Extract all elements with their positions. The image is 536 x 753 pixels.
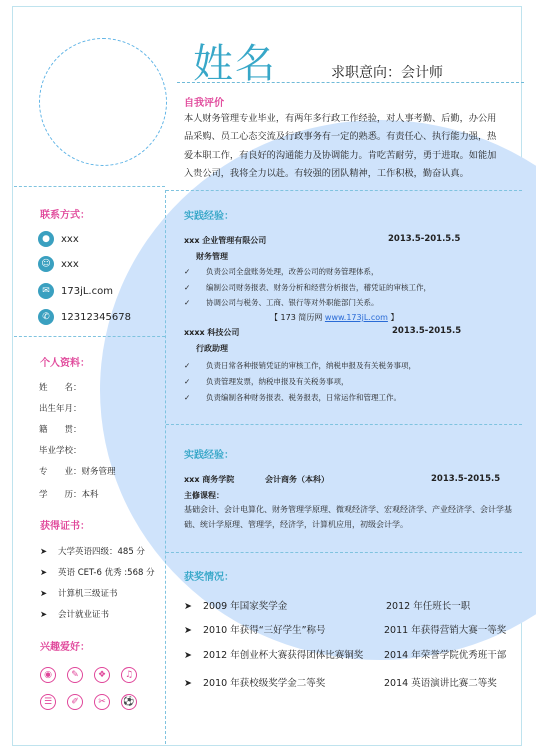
- cert-text: 计算机三级证书: [58, 589, 118, 599]
- personal-row-school: [39, 444, 82, 456]
- divider: [14, 336, 165, 337]
- check-icon: ✓: [184, 267, 191, 276]
- brush-icon: ✐: [67, 694, 83, 710]
- duty-text: 编制公司财务报表、财务分析和经营分析报告，稽凭证的审核工作，: [206, 283, 431, 292]
- job-position: 财务管理: [196, 252, 228, 261]
- website-link[interactable]: www.173jL.com: [324, 313, 388, 322]
- arrow-icon: ➤: [184, 678, 192, 689]
- education-title: 实践经验：: [184, 450, 234, 461]
- job-duty: [184, 266, 379, 277]
- certs-title: 获得证书：: [40, 521, 90, 532]
- job-duty: [184, 392, 401, 403]
- award-item: 2012 年任班长一职: [386, 601, 471, 612]
- award-item: 2014 英语演讲比赛二等奖: [384, 678, 497, 689]
- contact-value: 12312345678: [61, 311, 131, 323]
- info-value: 本科: [81, 490, 99, 500]
- info-label: 专 业：: [39, 467, 82, 477]
- arrow-icon: ➤: [184, 625, 192, 636]
- photo-placeholder: [39, 38, 167, 166]
- camera-icon: ◉: [40, 667, 56, 683]
- evaluation-title: 自我评价: [184, 98, 224, 109]
- arrow-icon: ➤: [184, 650, 192, 661]
- arrow-icon: ➤: [40, 589, 48, 599]
- check-icon: ✓: [184, 393, 191, 402]
- pen-icon: ✎: [67, 667, 83, 683]
- scissors-icon: ✂: [94, 694, 110, 710]
- arrow-icon: ➤: [184, 601, 192, 612]
- award-item: [184, 622, 326, 636]
- course-list: 基础会计、会计电算化、财务管理学原理、微观经济学、宏观经济学、产业经济学、会计学基础、统计学原理、管理学，经济学，计算机应用，初级会计学。: [184, 505, 512, 529]
- job-duty: [184, 282, 431, 293]
- course-label: 主修课程：: [184, 491, 224, 500]
- duty-text: 负责日常各种报销凭证的审核工作，纳税申报及有关税务事项，: [206, 361, 416, 370]
- edu-date: 2013.5-2015.5: [431, 474, 501, 484]
- edu-major: 会计商务（本科）: [265, 475, 329, 484]
- divider: [166, 552, 522, 553]
- personal-row-major: [39, 465, 116, 477]
- personal-row-degree: [39, 488, 99, 500]
- music-icon: ♫: [121, 667, 137, 683]
- cert-text: 英语 CET-6 优秀 :568 分: [58, 568, 155, 578]
- cert-item: [40, 608, 109, 620]
- hobbies-title: 兴趣爱好：: [40, 642, 90, 653]
- cert-item: [40, 587, 118, 599]
- practice-title: 实践经验：: [184, 211, 234, 222]
- person-icon: ☺: [38, 256, 54, 272]
- book-icon: ☰: [40, 694, 56, 710]
- duty-text: 负责管理发票，纳税申报及有关税务事项，: [206, 377, 349, 386]
- website-line: [270, 312, 398, 323]
- cert-item: [40, 545, 145, 557]
- personal-row-native: [39, 423, 82, 435]
- job-company: xxxx 科技公司: [184, 328, 240, 337]
- duty-text: 协调公司与税务、工商、银行等对外职能部门关系。: [206, 298, 379, 307]
- job-duty: [184, 376, 349, 387]
- job-position: 行政助理: [196, 344, 228, 353]
- contact-phone: [38, 309, 131, 325]
- award-item: [184, 647, 363, 661]
- cert-text: 会计就业证书: [58, 610, 110, 620]
- info-label: 姓 名：: [39, 383, 82, 393]
- job-date: 2013.5-2015.5: [392, 326, 462, 336]
- column-divider: [165, 190, 166, 744]
- job-company: xxx 企业管理有限公司: [184, 236, 267, 245]
- awards-title: 获奖情况：: [184, 572, 234, 583]
- contact-email: [38, 283, 113, 299]
- info-label: 学 历：: [39, 490, 82, 500]
- personal-row-name: [39, 381, 82, 393]
- divider: [14, 186, 165, 187]
- link-prefix: 【 173 简历网: [270, 313, 323, 322]
- edu-school: xxx 商务学院: [184, 475, 235, 484]
- check-icon: ✓: [184, 298, 191, 307]
- cert-text: 大学英语四级：485 分: [58, 547, 145, 557]
- personal-row-birth: [39, 402, 82, 414]
- contact-person: [38, 256, 79, 272]
- award-text: 2010 年获得“三好学生”称号: [203, 625, 326, 636]
- mail-icon: ✉: [38, 283, 54, 299]
- sport-icon: ⚽: [121, 694, 137, 710]
- cert-item: [40, 566, 155, 578]
- duty-text: 负责公司全盘账务处理，改善公司的财务管理体系，: [206, 267, 379, 276]
- contact-value: xxx: [61, 258, 79, 270]
- info-label: 毕业学校：: [39, 446, 82, 456]
- location-icon: ●: [38, 231, 54, 247]
- award-text: 2012 年创业杯大赛获得团体比赛铜奖: [203, 650, 364, 661]
- award-item: [184, 675, 325, 689]
- award-text: 2009 年国家奖学金: [203, 601, 288, 612]
- contact-title: 联系方式：: [40, 210, 90, 221]
- candidate-name: 姓名: [193, 41, 277, 87]
- arrow-icon: ➤: [40, 547, 48, 557]
- duty-text: 负责编制各种财务报表、税务报表，日常运作和管理工作。: [206, 393, 401, 402]
- job-duty: [184, 360, 416, 371]
- divider: [166, 424, 522, 425]
- award-item: [184, 598, 287, 612]
- job-date: 2013.5-201.5.5: [388, 234, 461, 244]
- arrow-icon: ➤: [40, 610, 48, 620]
- info-value: 财务管理: [81, 467, 116, 477]
- divider: [166, 190, 522, 191]
- info-label: 籍 贯：: [39, 425, 82, 435]
- link-suffix: 】: [390, 313, 399, 322]
- header-divider: [177, 82, 524, 83]
- award-text: 2010 年获校级奖学金二等奖: [203, 678, 326, 689]
- arrow-icon: ➤: [40, 568, 48, 578]
- check-icon: ✓: [184, 361, 191, 370]
- gift-icon: ❖: [94, 667, 110, 683]
- job-duty: [184, 297, 379, 308]
- phone-icon: ✆: [38, 309, 54, 325]
- check-icon: ✓: [184, 283, 191, 292]
- personal-title: 个人资料：: [40, 358, 90, 369]
- award-item: 2014 年荣誉学院优秀班干部: [384, 650, 507, 661]
- evaluation-text: 本人财务管理专业毕业，有两年多行政工作经验，对人事考勤、后勤，办公用品采购、员工心态交流及行政事务有一定的熟悉。有责任心、执行能力强，热爱本职工作，有良好的沟通能力及协调能力。肯吃苦耐劳，勇于进取。如能加入贵公司，我将全力以赴。有较强的团队精神，工作积极，勤奋认真。: [184, 113, 497, 180]
- award-item: 2011 年获得营销大赛一等奖: [384, 625, 507, 636]
- job-intent: 求职意向：会计师: [331, 65, 443, 81]
- check-icon: ✓: [184, 377, 191, 386]
- contact-value: 173jL.com: [61, 285, 113, 297]
- contact-value: xxx: [61, 233, 79, 245]
- contact-address: [38, 231, 79, 247]
- info-label: 出生年月：: [39, 404, 82, 414]
